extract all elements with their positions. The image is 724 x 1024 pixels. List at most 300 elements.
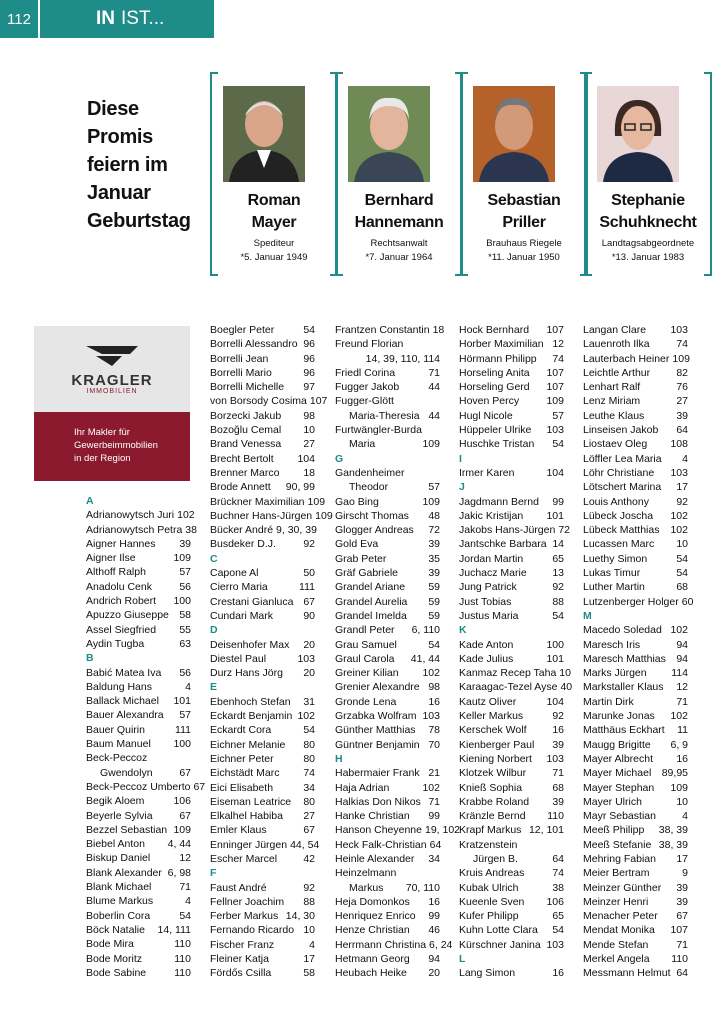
index-page-number: 94 [428, 953, 440, 966]
index-name: Graul Carola [335, 652, 395, 665]
index-entry [210, 881, 315, 895]
index-name: Mayr Sebastian [583, 810, 656, 823]
index-entry [210, 352, 315, 366]
index-entry [210, 652, 315, 666]
index-entry [459, 566, 564, 580]
index-entry [335, 709, 440, 723]
index-name: Jantschke Barbara [459, 538, 547, 551]
index-page-number: 80 [303, 738, 315, 751]
index-name: Cundari Mark [210, 609, 274, 622]
index-entry [335, 823, 461, 837]
index-name: Lenhart Ralf [583, 381, 641, 394]
index-entry [86, 851, 191, 865]
index-name: Heubach Heike [335, 967, 407, 980]
celebrity-photo [348, 86, 430, 182]
index-page-number: 100 [173, 738, 191, 751]
index-entry [335, 766, 440, 780]
index-page-number: 12 [552, 338, 564, 351]
index-page-number: 4 [682, 810, 688, 823]
index-name: Kade Julius [459, 652, 514, 665]
index-entry [583, 552, 688, 566]
index-page-number: 16 [428, 895, 440, 908]
index-name: Fleiner Katja [210, 953, 269, 966]
index-name: Lutzenberger Holger [583, 595, 679, 608]
index-name: Herrmann Christina [335, 938, 427, 951]
ad-tagline-line: in der Region [74, 453, 131, 464]
index-name: Louis Anthony [583, 495, 649, 508]
index-name: Ballack Michael [86, 695, 159, 708]
index-page-number: 102 [670, 509, 688, 522]
index-page-number: 67 [179, 809, 191, 822]
index-page-number [188, 751, 191, 765]
index-entry [583, 366, 688, 380]
index-entry [335, 738, 440, 752]
index-page-number: 74 [303, 767, 315, 780]
index-name: Baldung Hans [86, 680, 152, 693]
index-name: Eichner Peter [210, 752, 274, 765]
index-page-number: 70, 110 [405, 881, 440, 894]
index-name: Freund Florian [335, 338, 404, 351]
index-page-number: 71 [676, 695, 688, 708]
index-entry [335, 809, 440, 823]
index-entry [86, 880, 191, 894]
index-page-number: 17 [676, 481, 688, 494]
index-name: Baum Manuel [86, 738, 151, 751]
index-entry [335, 580, 440, 594]
index-page-number: 92 [303, 881, 315, 894]
index-page-number: 59 [428, 609, 440, 622]
index-entry [583, 580, 688, 594]
celebrity-photo [473, 86, 555, 182]
index-name: Eckardt Benjamin [210, 710, 293, 723]
index-name: Maresch Iris [583, 638, 641, 651]
index-entry [86, 580, 191, 594]
index-entry [335, 666, 440, 680]
index-column [335, 323, 461, 981]
index-letter: M [583, 609, 592, 622]
index-page-number: 19, 102 [424, 824, 461, 837]
index-entry [459, 966, 564, 980]
index-entry [583, 495, 688, 509]
index-page-number [437, 394, 440, 408]
index-entry [583, 738, 688, 752]
index-name: Boberlin Cora [86, 909, 151, 922]
index-page-number: 27 [303, 810, 315, 823]
index-entry [210, 423, 315, 437]
index-page-number: 57 [179, 709, 191, 722]
index-column [459, 323, 573, 981]
index-name: Brand Venessa [210, 438, 282, 451]
headline-line: Promis [87, 126, 154, 148]
index-column [583, 323, 694, 981]
index-page-number: 6, 9 [670, 738, 688, 751]
index-entry [583, 437, 688, 451]
index-entry [459, 352, 564, 366]
index-entry [86, 708, 191, 722]
index-name: Fischer Franz [210, 938, 275, 951]
index-entry [210, 752, 315, 766]
index-entry [86, 608, 191, 622]
index-page-number: 110 [174, 938, 191, 951]
index-entry [583, 466, 688, 480]
index-name: Matthäus Eckhart [583, 724, 665, 737]
index-page-number: 89,95 [661, 767, 688, 780]
index-letter: I [459, 452, 462, 465]
index-name: Jagdmann Bernd [459, 495, 539, 508]
index-page-number: 70 [428, 738, 440, 751]
index-entry [210, 823, 315, 837]
index-entry [459, 380, 564, 394]
index-name: Markstaller Klaus [583, 681, 664, 694]
index-page-number: 99 [552, 495, 564, 508]
index-entry [210, 695, 315, 709]
index-entry [583, 795, 688, 809]
index-page-number: 88 [552, 595, 564, 608]
index-name: Habermaier Frank [335, 767, 420, 780]
index-page-number: 27 [676, 395, 688, 408]
index-page-number: 4, 44 [167, 838, 191, 851]
index-entry [210, 580, 315, 594]
index-page-number: 65 [552, 910, 564, 923]
index-name: Meier Bertram [583, 867, 650, 880]
index-name: Bode Moritz [86, 952, 143, 965]
index-entry [459, 466, 564, 480]
ad-tagline-line: Gewerbeimmobilien [74, 440, 158, 451]
index-name: Beyerle Sylvia [86, 809, 153, 822]
index-name: Beck-Peccoz [86, 752, 148, 765]
index-page-number: 54 [676, 552, 688, 565]
index-entry [335, 866, 440, 880]
index-name: Krabbe Roland [459, 795, 530, 808]
index-page-number: 10 [303, 924, 315, 937]
index-entry [583, 752, 688, 766]
index-entry [335, 423, 440, 437]
index-page-number: 109 [315, 509, 333, 522]
index-entry [335, 537, 440, 551]
index-name: Jung Patrick [459, 581, 517, 594]
index-page-number: 20 [303, 667, 315, 680]
index-entry [583, 966, 688, 980]
index-page-number: 92 [552, 710, 564, 723]
index-entry [335, 695, 440, 709]
index-page-number: 99 [428, 810, 440, 823]
index-page-number: 14, 30 [285, 910, 315, 923]
index-entry [583, 394, 688, 408]
index-name: Leichtle Arthur [583, 366, 651, 379]
index-page-number: 97 [303, 381, 315, 394]
index-name: Elkalhel Habiba [210, 810, 283, 823]
index-page-number: 71 [428, 795, 440, 808]
index-page-number: 72 [428, 524, 440, 537]
index-name: Maria-Theresia [349, 409, 420, 422]
index-page-number: 99 [428, 910, 440, 923]
index-column [86, 494, 206, 980]
celebrity-first-name: Bernhard [364, 192, 434, 209]
index-page-number: 76 [676, 381, 688, 394]
index-page-number: 38 [185, 523, 197, 536]
index-page-number: 39 [552, 795, 564, 808]
index-entry [210, 852, 315, 866]
index-page-number: 103 [297, 652, 315, 665]
index-name: Haja Adrian [335, 781, 390, 794]
index-entry [210, 380, 315, 394]
index-letter: K [459, 624, 467, 637]
index-entry [459, 852, 564, 866]
index-entry [583, 537, 688, 551]
index-page-number: 20 [303, 638, 315, 651]
index-name: Apuzzo Giuseppe [86, 609, 169, 622]
index-page-number: 98 [303, 409, 315, 422]
celebrity-name [214, 190, 334, 234]
index-name: Kratzenstein [459, 838, 518, 851]
index-page-number: 107 [309, 395, 328, 408]
index-name: Meinzer Henri [583, 895, 649, 908]
index-name: Assel Siegfried [86, 623, 157, 636]
index-page-number: 78 [428, 724, 440, 737]
index-entry [210, 709, 315, 723]
index-entry [459, 809, 564, 823]
index-name: Adrianowytsch Petra [86, 523, 183, 536]
index-name: Brenner Marco [210, 466, 280, 479]
index-name: Juchacz Marie [459, 567, 527, 580]
index-page-number: 64 [676, 424, 688, 437]
index-entry [210, 781, 315, 795]
index-entry [459, 509, 564, 523]
index-entry [86, 523, 197, 537]
section-header-rest: IST... [121, 8, 165, 29]
index-name: Blank Alexander [86, 866, 162, 879]
celebrity-last-name: Schuhknecht [599, 214, 697, 231]
index-entry [459, 652, 564, 666]
celebrity-birthdate: *11. Januar 1950 [488, 252, 560, 263]
index-page-number: 54 [552, 609, 564, 622]
index-entry [583, 823, 688, 837]
index-page-number: 11 [677, 724, 688, 737]
index-name: Hanke Christian [335, 810, 410, 823]
index-page-number: 10 [559, 667, 571, 680]
index-page-number: 10 [676, 795, 688, 808]
index-name: Fugger-Glött [335, 395, 394, 408]
index-name: Emler Klaus [210, 824, 267, 837]
index-entry [583, 766, 688, 780]
index-name: Andrich Robert [86, 595, 157, 608]
headline-line: Geburtstag [87, 210, 191, 232]
index-name: Biebel Anton [86, 838, 145, 851]
index-entry [335, 680, 440, 694]
index-page-number: 4 [185, 680, 191, 693]
index-entry [86, 737, 191, 751]
index-name: Biskup Daniel [86, 852, 151, 865]
index-page-number: 68 [552, 781, 564, 794]
index-page-number: 18 [303, 466, 315, 479]
index-name: Glogger Andreas [335, 524, 414, 537]
index-page-number: 109 [670, 781, 688, 794]
index-name: Mende Stefan [583, 938, 649, 951]
index-entry [583, 337, 688, 351]
index-entry [583, 452, 688, 466]
index-page-number [437, 466, 440, 480]
index-page-number: 101 [173, 695, 191, 708]
index-name: Just Tobias [459, 595, 512, 608]
index-letter: B [86, 652, 94, 665]
index-page-number: 44, 54 [290, 838, 320, 851]
index-name: Deisenhofer Max [210, 638, 290, 651]
index-entry [210, 394, 328, 408]
index-page-number: 107 [546, 366, 564, 379]
index-letter: C [210, 552, 218, 565]
index-entry [335, 337, 440, 351]
index-entry [210, 566, 315, 580]
index-page-number: 35 [428, 552, 440, 565]
index-name: Marks Jürgen [583, 667, 647, 680]
index-name: Krapf Markus [459, 824, 522, 837]
index-entry [86, 637, 191, 651]
celebrity-job: Landtagsabgeordnete [601, 238, 695, 249]
index-entry [210, 809, 315, 823]
index-entry [583, 352, 688, 366]
index-entry [459, 781, 564, 795]
index-page-number: 13 [552, 567, 564, 580]
index-entry [583, 509, 688, 523]
index-name: Lübeck Matthias [583, 524, 660, 537]
index-entry [335, 323, 445, 337]
index-name: Kürschner Janina [459, 938, 541, 951]
index-entry [459, 437, 564, 451]
index-page-number: 50 [303, 567, 315, 580]
index-entry [583, 638, 688, 652]
index-name: Eckardt Cora [210, 724, 272, 737]
index-page-number: 109 [173, 552, 191, 565]
index-page-number: 58 [303, 967, 315, 980]
index-entry [210, 452, 315, 466]
index-page-number: 102 [422, 781, 440, 794]
index-letter: E [210, 681, 218, 694]
index-page-number: 16 [552, 967, 564, 980]
index-letter: A [86, 495, 94, 507]
index-name: Bücker André [210, 524, 274, 537]
index-page-number: 107 [546, 324, 564, 336]
index-entry [459, 738, 564, 752]
index-page-number: 16 [676, 752, 688, 765]
index-name: Furtwängler-Burda [335, 424, 422, 437]
index-page-number: 10 [676, 538, 688, 551]
index-name: Borrelli Mario [210, 366, 272, 379]
index-entry [86, 823, 191, 837]
index-name: Jürgen B. [473, 852, 518, 865]
index-name: Grau Samuel [335, 638, 397, 651]
advertisement[interactable] [34, 326, 190, 481]
index-name: Irmer Karen [459, 466, 515, 479]
index-entry [459, 323, 564, 337]
index-entry [459, 409, 564, 423]
index-page-number: 4 [185, 895, 191, 908]
index-name: Anadolu Cenk [86, 580, 152, 593]
index-name: Bode Mira [86, 938, 134, 951]
index-page-number: 96 [303, 366, 315, 379]
index-page-number: 57 [428, 481, 440, 494]
index-entry [583, 695, 688, 709]
index-page-number: 44 [428, 381, 440, 394]
index-name: Borrelli Jean [210, 352, 269, 365]
index-page-number: 109 [422, 438, 440, 451]
index-name: Adrianowytsch Juri [86, 509, 175, 522]
index-name: Lauenroth Ilka [583, 338, 650, 351]
index-page-number: 103 [546, 752, 564, 765]
index-name: Friedl Corina [335, 366, 396, 379]
index-page-number: 102 [670, 624, 688, 637]
index-entry [335, 437, 440, 451]
index-name: Heinzelmann [335, 867, 397, 880]
index-name: Martin Dirk [583, 695, 634, 708]
index-entry [210, 795, 315, 809]
index-page-number: 67 [303, 595, 315, 608]
index-page-number: 10 [303, 424, 315, 437]
index-name: Macedo Soledad [583, 624, 662, 637]
index-name: Güntner Benjamin [335, 738, 420, 751]
index-name: Aydin Tugba [86, 637, 145, 650]
index-page-number: 57 [552, 409, 564, 422]
index-entry [86, 751, 191, 765]
index-page-number: 39 [428, 567, 440, 580]
celebrity-name [339, 190, 459, 234]
index-entry [335, 895, 440, 909]
index-page-number: 67 [676, 910, 688, 923]
index-page-number: 103 [546, 938, 564, 951]
index-page-number: 56 [179, 580, 191, 593]
index-name: Lübeck Joscha [583, 509, 654, 522]
index-page-number: 4 [309, 938, 315, 951]
index-name: Kautz Oliver [459, 695, 517, 708]
index-name: Heja Domonkos [335, 895, 410, 908]
index-entry [335, 394, 440, 408]
index-name: Halkias Don Nikos [335, 795, 421, 808]
index-entry [86, 923, 191, 937]
index-name: Fellner Joachim [210, 895, 285, 908]
index-entry [86, 780, 206, 794]
index-entry [583, 623, 688, 637]
index-name: Hugl Nicole [459, 409, 513, 422]
index-name: Kerschek Wolf [459, 724, 527, 737]
index-name: Marunke Jonas [583, 710, 655, 723]
index-page-number: 16 [552, 724, 564, 737]
index-entry [86, 966, 191, 980]
index-entry [86, 666, 191, 680]
index-page-number: 9 [682, 867, 688, 880]
index-entry [583, 881, 688, 895]
index-entry [210, 952, 315, 966]
index-page-number: 102 [297, 710, 315, 723]
section-header-bold: IN [96, 8, 115, 29]
index-page-number: 6, 110 [411, 624, 440, 637]
index-name: Eichstädt Marc [210, 767, 280, 780]
index-pages: 14, 39, 110, 114 [365, 352, 440, 365]
index-page-number: 103 [670, 466, 688, 479]
index-name: Enninger Jürgen [210, 838, 288, 851]
index-name: Lang Simon [459, 967, 516, 980]
index-page-number: 74 [552, 352, 564, 365]
index-letter: J [459, 481, 465, 494]
index-name: Huschke Tristan [459, 438, 535, 451]
index-page-number [561, 838, 564, 852]
index-name: Hüppeler Ulrike [459, 424, 532, 437]
index-entry [459, 423, 564, 437]
index-page-number: 109 [173, 823, 191, 836]
index-name: Gandenheimer [335, 466, 405, 479]
index-page-number: 41, 44 [410, 652, 440, 665]
celebrity-last-name: Priller [502, 214, 546, 231]
index-name: Girscht Thomas [335, 509, 409, 522]
index-page-number: 63 [179, 637, 191, 650]
